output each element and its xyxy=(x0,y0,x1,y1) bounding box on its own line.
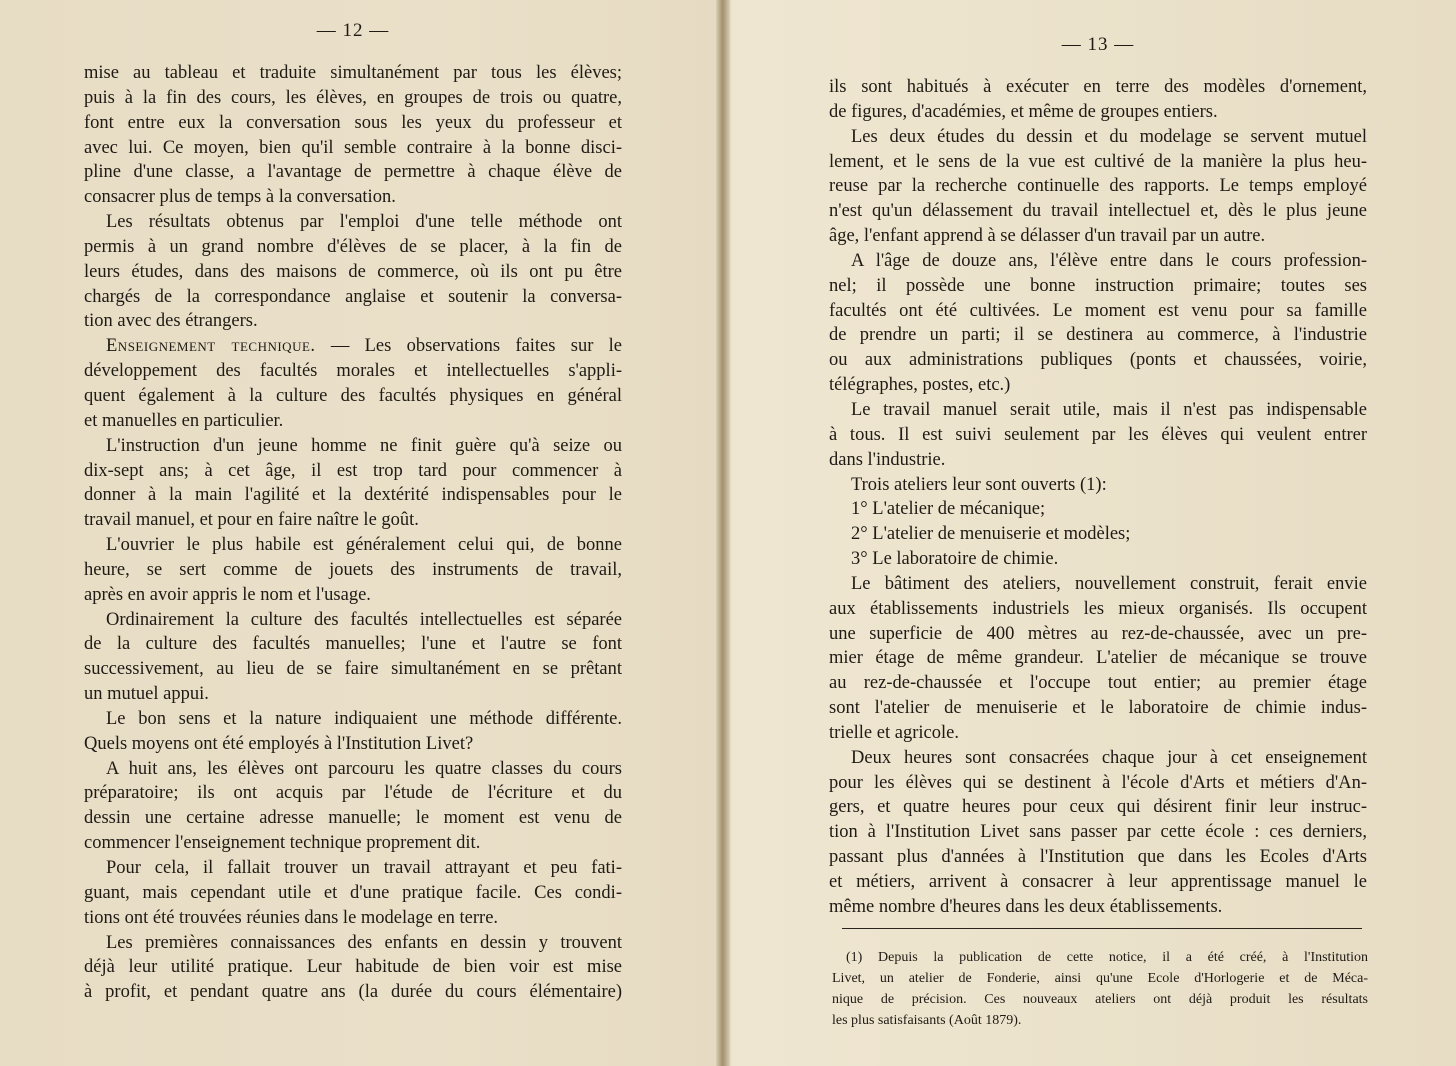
text-line: télégraphes, postes, etc.) xyxy=(829,375,1011,396)
text-line: au rez-de-chaussée et l'occupe tout entier; au premier étage xyxy=(829,673,1367,694)
text-line: Deux heures sont consacrées chaque jour à cet enseignement xyxy=(851,747,1367,768)
text-line: pline d'une classe, a l'avantage de permettre à chaque élève de xyxy=(84,162,622,183)
text-line: permis à un grand nombre d'élèves de se placer, à la fin de xyxy=(84,236,622,257)
text-line: après en avoir appris le nom et l'usage. xyxy=(84,584,371,605)
text-line: et métiers, arrivent à consacrer à leur apprentissage manuel le xyxy=(829,872,1367,892)
text-line: dix-sept ans; à cet âge, il est trop tard pour commencer à xyxy=(84,460,622,481)
text-line: Quels moyens ont été employés à l'Institution Livet? xyxy=(84,733,474,754)
footnote-line: les plus satisfaisants (Août 1879). xyxy=(832,1013,1022,1028)
text-line: nel; il possède une bonne instruction primaire; toutes ses xyxy=(829,275,1367,296)
text-line: mier étage de même grandeur. L'atelier de mécanique se trouve xyxy=(829,648,1367,669)
text-line: trielle et agricole. xyxy=(829,722,959,743)
text-line: avec lui. Ce moyen, bien qu'il semble contraire à la bonne disci- xyxy=(84,137,622,158)
list-intro: Trois ateliers leur sont ouverts (1): xyxy=(851,474,1107,495)
text-line: passant plus d'années à l'Institution que dans les Ecoles d'Arts xyxy=(829,847,1367,868)
text-line: même nombre d'heures dans les deux établissements. xyxy=(829,896,1223,917)
text-line: aux établissements industriels les mieux organisés. Ils occupent xyxy=(829,598,1367,619)
text-line: guant, mais cependant utile et d'une pratique facile. Ces condi- xyxy=(84,882,622,903)
text-fragment: — Les observations faites sur le xyxy=(330,336,622,357)
text-line: de prendre un parti; il se destinera au commerce, à l'industrie xyxy=(829,325,1367,346)
text-line: à tous. Il est suivi seulement par les élèves qui veulent entrer xyxy=(829,424,1367,445)
text-line: successivement, au lieu de se faire simultanément en se prêtant xyxy=(84,659,622,680)
page-number-left: — 12 — xyxy=(316,20,390,41)
text-line: ou aux administrations publiques (ponts et chaussées, voirie, xyxy=(829,350,1367,371)
text-line: Les résultats obtenus par l'emploi d'une telle méthode ont xyxy=(106,212,622,233)
text-line: et manuelles en particulier. xyxy=(84,410,284,431)
text-line: gers, et quatre heures pour ceux qui désirent finir leur instruc- xyxy=(829,797,1367,818)
text-line: Pour cela, il fallait trouver un travail attrayant et peu fati- xyxy=(106,858,622,878)
text-line: A huit ans, les élèves ont parcouru les quatre classes du cours xyxy=(106,758,622,779)
text-line: à profit, et pendant quatre ans (la durée du cours élémentaire) xyxy=(84,982,622,1003)
text-line: Le bâtiment des ateliers, nouvellement construit, ferait envie xyxy=(851,573,1367,594)
page-number-right: — 13 — xyxy=(1061,34,1135,55)
right-page xyxy=(829,0,1367,1066)
text-line: Ordinairement la culture des facultés intellectuelles est séparée xyxy=(106,609,622,630)
section-heading-line xyxy=(84,334,622,359)
text-line: donner à la main l'agilité et la dextérité indispensables pour le xyxy=(84,485,622,506)
text-line: reuse par la recherche continuelle des rapports. Le temps employé xyxy=(829,176,1367,197)
text-line: Les deux études du dessin et du modelage se servent mutuel xyxy=(851,126,1367,147)
text-line: tion à l'Institution Livet sans passer par cette école : ces derniers, xyxy=(829,822,1367,843)
left-page-body xyxy=(84,61,622,1005)
left-page xyxy=(84,0,622,1066)
text-line: de la culture des facultés manuelles; l'une et l'autre se font xyxy=(84,634,622,655)
text-line: Les premières connaissances des enfants en dessin y trouvent xyxy=(106,932,622,953)
text-line: commencer l'enseignement technique proprement dit. xyxy=(84,833,481,854)
list-item: 1° L'atelier de mécanique; xyxy=(851,499,1046,520)
text-line: ils sont habitués à exécuter en terre des modèles d'ornement, xyxy=(829,77,1367,97)
text-line: A l'âge de douze ans, l'élève entre dans le cours profession- xyxy=(851,250,1367,271)
right-page-body xyxy=(829,75,1367,920)
text-line: consacrer plus de temps à la conversation. xyxy=(84,187,396,208)
footnote xyxy=(832,947,1368,1031)
footnote-line: Livet, un atelier de Fonderie, ainsi qu'une Ecole d'Horlogerie et de Méca- xyxy=(832,971,1368,986)
text-line: déjà leur utilité pratique. Leur habitude de bien voir est mise xyxy=(84,957,622,978)
text-line: L'ouvrier le plus habile est généralement celui qui, de bonne xyxy=(106,535,622,556)
footnote-line: nique de précision. Ces nouveaux ateliers ont déjà produit les résultats xyxy=(832,992,1368,1007)
footnote-rule xyxy=(842,928,1362,929)
text-line: développement des facultés morales et intellectuelles s'appli- xyxy=(84,361,622,382)
section-heading: Enseignement technique. xyxy=(106,336,316,357)
text-line: travail manuel, et pour en faire naître le goût. xyxy=(84,510,419,531)
text-line: mise au tableau et traduite simultanément par tous les élèves; xyxy=(84,63,622,83)
text-line: leurs études, dans des maisons de commerce, où ils ont pu être xyxy=(84,261,622,282)
text-line: tions ont été trouvées réunies dans le modelage en terre. xyxy=(84,907,499,928)
text-line: Le travail manuel serait utile, mais il n'est pas indispensable xyxy=(851,399,1367,420)
text-line: facultés ont été cultivées. Le moment est venu pour sa famille xyxy=(829,300,1367,321)
text-line: puis à la fin des cours, les élèves, en groupes de trois ou quatre, xyxy=(84,87,622,108)
list-item: 2° L'atelier de menuiserie et modèles; xyxy=(851,524,1131,545)
text-line: un mutuel appui. xyxy=(84,684,209,705)
text-line: L'instruction d'un jeune homme ne finit guère qu'à seize ou xyxy=(106,435,622,456)
text-line: lement, et le sens de la vue est cultivé de la manière la plus heu- xyxy=(829,151,1367,172)
text-line: sont l'atelier de menuiserie et le laboratoire de chimie indus- xyxy=(829,698,1367,719)
text-line: préparatoire; ils ont acquis par l'étude de l'écriture et du xyxy=(84,783,622,804)
text-line: dans l'industrie. xyxy=(829,449,946,470)
footnote-line: (1) Depuis la publication de cette notice, il a été créé, à l'Institution xyxy=(846,950,1368,965)
list-item: 3° Le laboratoire de chimie. xyxy=(851,549,1059,570)
text-line: font entre eux la conversation sous les yeux du professeur et xyxy=(84,112,622,133)
text-line: tion avec des étrangers. xyxy=(84,311,258,332)
text-line: Le bon sens et la nature indiquaient une méthode différente. xyxy=(106,708,622,729)
book-gutter xyxy=(716,0,730,1066)
text-line: heure, se sert comme de jouets des instruments de travail, xyxy=(84,559,622,580)
text-line: une superficie de 400 mètres au rez-de-chaussée, avec un pre- xyxy=(829,623,1367,644)
text-line: de figures, d'académies, et même de groupes entiers. xyxy=(829,101,1218,122)
text-line: pour les élèves qui se destinent à l'école d'Arts et métiers d'An- xyxy=(829,772,1367,793)
text-line: âge, l'enfant apprend à se délasser d'un travail par un autre. xyxy=(829,226,1266,247)
text-line: n'est qu'un délassement du travail intellectuel et, dès le plus jeune xyxy=(829,201,1367,222)
text-line: quent également à la culture des facultés physiques en général xyxy=(84,385,622,406)
text-line: dessin une certaine adresse manuelle; le moment est venu de xyxy=(84,808,622,829)
text-line: chargés de la correspondance anglaise et soutenir la conversa- xyxy=(84,286,622,307)
